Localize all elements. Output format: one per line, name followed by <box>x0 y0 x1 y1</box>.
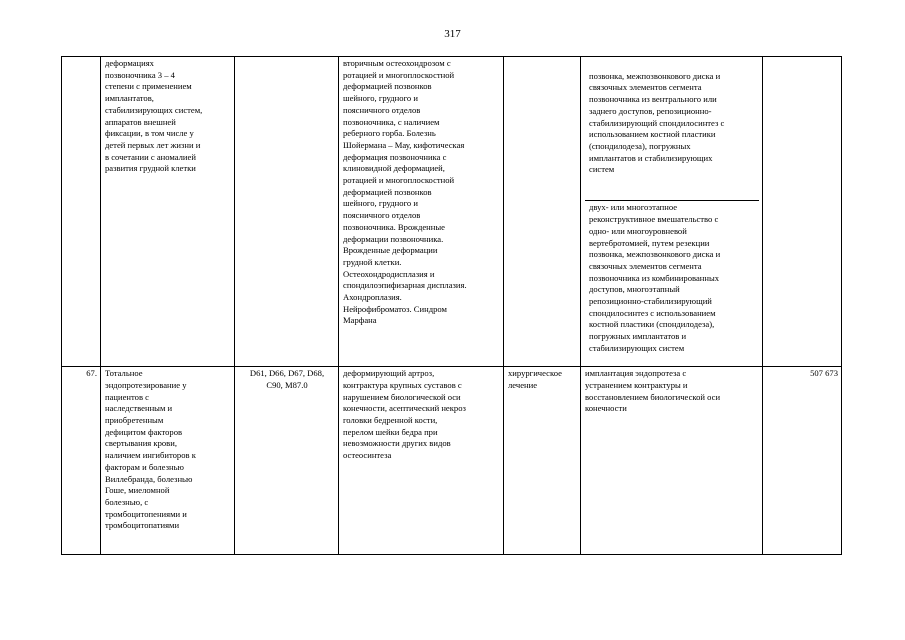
procedure-name-cell: деформациях позвоночника 3 – 4 степени с применением имплантатов, стабилизирующих систем, аппаратов внешней фиксации, в том числе у детей первых лет жизни и в сочетании с аномалией развития грудной клетки <box>101 57 235 367</box>
row-number-cell: 67. <box>62 367 101 555</box>
procedure-name-cell: Тотальное эндопротезирование у пациентов с наследственным и приобретенным дефицитом факторов свертывания крови, наличием ингибиторов к факторам и болезнью Виллебранда, болезнью Гоше, миеломной болезнью, с тромбоцитопениями и тромбоцитопатиями <box>101 367 235 555</box>
treatment-methods-cell: имплантация эндопротеза с устранением контрактуры и восстановлением биологической оси конечности <box>581 367 763 555</box>
treatment-type-cell <box>504 57 581 367</box>
treatment-methods-cell <box>581 57 763 367</box>
patient-model-cell: деформирующий артроз, контрактура крупных суставов с нарушением биологической оси конечности, асептический некроз головки бедренной кости, перелом шейки бедра при невозможности других видов остеосинтеза <box>339 367 504 555</box>
price-cell <box>763 57 842 367</box>
table-row <box>62 367 842 555</box>
procedures-table <box>61 56 842 555</box>
method-text: позвонка, межпозвонкового диска и связочных элементов сегмента позвоночника из вентрального или заднего доступов, репозиционно- стабилизирующий спондилосинтез с использованием костной пластики (спондилодеза), погружных имплантатов и стабилизирующих систем <box>589 70 725 175</box>
price-cell: 507 673 <box>763 367 842 555</box>
treatment-type-cell: хирургическое лечение <box>504 367 581 555</box>
method-text: двух- или многоэтапное реконструктивное вмешательство с одно- или многоуровневой вертебротомией, путем резекции позвонка, межпозвонкового диска и связочных элементов сегмента позвоночника из комбинированных доступов, многоэтапный репозиционно-стабилизирующий спондилосинтез с использованием костной пластики (спондилодеза), погружных имплантатов и стабилизирующих систем <box>585 200 759 354</box>
table-row <box>62 57 842 367</box>
icd-codes-cell: D61, D66, D67, D68, C90, M87.0 <box>235 367 339 555</box>
row-number-cell <box>62 57 101 367</box>
patient-model-cell: вторичным остеохондрозом с ротацией и многоплоскостной деформацией позвонков шейного, грудного и поясничного отделов позвоночника, с наличием реберного горба. Болезнь Шойерманa – Мау, кифотическая деформация позвоночника с клиновидной деформацией, ротацией и многоплоскостной деформацией позвонков шейного, грудного и поясничного отделов позвоночника. Врожденные деформации позвоночника. Врожденные деформации грудной клетки. Остеохондродисплазия и спондилоэпифизарная дисплазия. Ахондроплазия. Нейрофиброматоз. Синдром Марфана <box>339 57 504 367</box>
page-number: 317 <box>444 28 461 40</box>
icd-codes-cell <box>235 57 339 367</box>
